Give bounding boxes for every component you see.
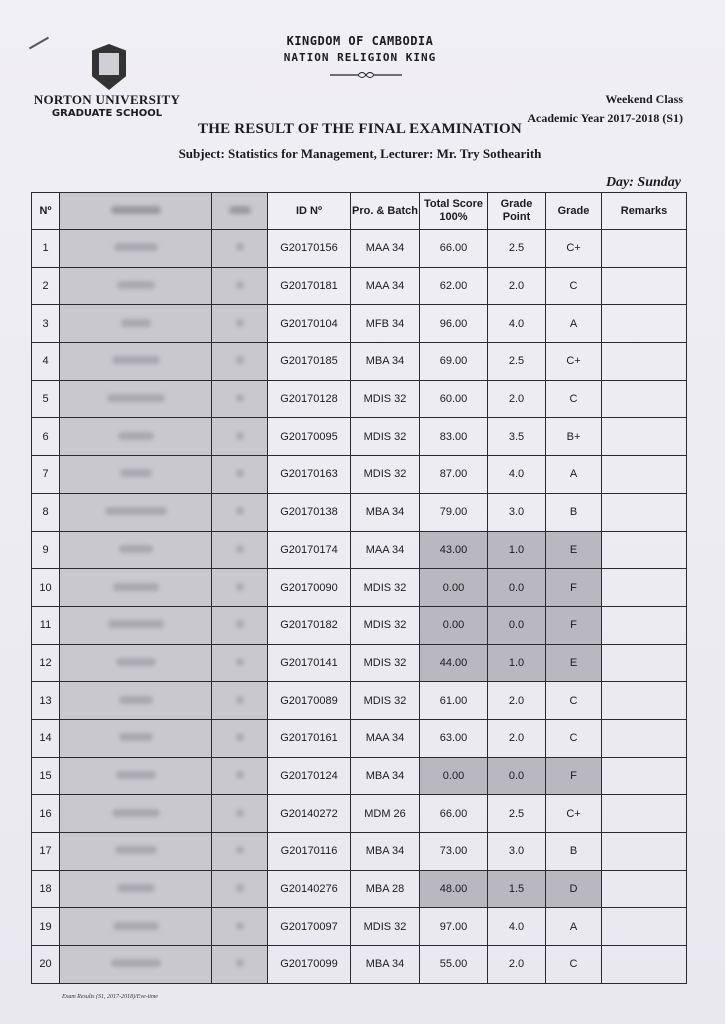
cell-point: 3.0 xyxy=(488,833,546,871)
cell-no: 1 xyxy=(32,230,60,268)
cell-no: 20 xyxy=(32,946,60,984)
ornament-divider-icon xyxy=(330,70,402,80)
cell-name-redacted xyxy=(60,682,212,720)
redacted-blur xyxy=(236,356,244,364)
header-score-line2: 100% xyxy=(439,211,468,223)
redacted-blur xyxy=(236,507,244,515)
cell-point: 2.0 xyxy=(488,380,546,418)
redacted-blur xyxy=(117,884,155,892)
redacted-blur xyxy=(236,319,244,327)
redacted-blur xyxy=(236,281,244,289)
cell-grade: F xyxy=(546,757,602,795)
document-title: THE RESULT OF THE FINAL EXAMINATION xyxy=(198,121,522,137)
cell-score: 97.00 xyxy=(420,908,488,946)
cell-no: 14 xyxy=(32,719,60,757)
cell-name-redacted xyxy=(60,719,212,757)
cell-remarks xyxy=(602,493,687,531)
cell-name-redacted xyxy=(60,380,212,418)
cell-point: 0.0 xyxy=(488,757,546,795)
redacted-blur xyxy=(236,809,244,817)
table-row xyxy=(32,456,687,494)
cell-score: 63.00 xyxy=(420,719,488,757)
cell-program: MAA 34 xyxy=(351,267,420,305)
redacted-blur xyxy=(118,432,154,440)
pen-mark xyxy=(29,37,49,50)
header-point-line2: Point xyxy=(502,211,531,223)
cell-id: G20170141 xyxy=(268,644,351,682)
cell-score: 96.00 xyxy=(420,305,488,343)
cell-remarks xyxy=(602,870,687,908)
cell-remarks xyxy=(602,606,687,644)
cell-remarks xyxy=(602,456,687,494)
cell-name-redacted xyxy=(60,908,212,946)
cell-score: 66.00 xyxy=(420,795,488,833)
cell-id: G20170095 xyxy=(268,418,351,456)
cell-name-redacted xyxy=(60,418,212,456)
cell-program: MDIS 32 xyxy=(351,682,420,720)
redacted-blur xyxy=(111,959,161,967)
redacted-blur xyxy=(236,469,244,477)
redacted-blur xyxy=(121,319,151,327)
cell-no: 6 xyxy=(32,418,60,456)
cell-no: 13 xyxy=(32,682,60,720)
cell-name-redacted xyxy=(60,606,212,644)
cell-grade: C+ xyxy=(546,795,602,833)
cell-grade: C xyxy=(546,682,602,720)
cell-sex-redacted xyxy=(212,946,268,984)
exam-day: Day: Sunday xyxy=(605,175,681,190)
header-grade: Grade xyxy=(546,193,602,230)
cell-sex-redacted xyxy=(212,757,268,795)
redacted-blur xyxy=(236,884,244,892)
redacted-blur xyxy=(236,658,244,666)
cell-sex-redacted xyxy=(212,908,268,946)
cell-point: 2.5 xyxy=(488,795,546,833)
cell-point: 2.5 xyxy=(488,343,546,381)
university-logo-icon xyxy=(92,44,126,90)
header-program: Pro. & Batch xyxy=(351,193,420,230)
cell-program: MBA 34 xyxy=(351,343,420,381)
cell-point: 4.0 xyxy=(488,908,546,946)
redacted-blur xyxy=(115,846,157,854)
cell-no: 2 xyxy=(32,267,60,305)
cell-name-redacted xyxy=(60,795,212,833)
cell-program: MDIS 32 xyxy=(351,606,420,644)
cell-sex-redacted xyxy=(212,719,268,757)
cell-sex-redacted xyxy=(212,682,268,720)
cell-name-redacted xyxy=(60,644,212,682)
header-point xyxy=(488,193,546,230)
table-header-row xyxy=(32,193,687,230)
cell-point: 2.0 xyxy=(488,267,546,305)
cell-score: 43.00 xyxy=(420,531,488,569)
cell-grade: C xyxy=(546,719,602,757)
cell-remarks xyxy=(602,682,687,720)
redacted-blur xyxy=(236,959,244,967)
cell-score: 0.00 xyxy=(420,757,488,795)
cell-remarks xyxy=(602,380,687,418)
redacted-blur xyxy=(112,809,160,817)
cell-grade: B xyxy=(546,833,602,871)
cell-program: MBA 34 xyxy=(351,493,420,531)
cell-remarks xyxy=(602,757,687,795)
table-row xyxy=(32,230,687,268)
cell-point: 1.5 xyxy=(488,870,546,908)
cell-remarks xyxy=(602,569,687,607)
cell-program: MDIS 32 xyxy=(351,644,420,682)
cell-sex-redacted xyxy=(212,267,268,305)
cell-sex-redacted xyxy=(212,230,268,268)
cell-point: 2.0 xyxy=(488,946,546,984)
redacted-blur xyxy=(108,620,164,628)
cell-sex-redacted xyxy=(212,644,268,682)
cell-name-redacted xyxy=(60,343,212,381)
cell-sex-redacted xyxy=(212,456,268,494)
header-remarks: Remarks xyxy=(602,193,687,230)
cell-point: 1.0 xyxy=(488,644,546,682)
cell-no: 12 xyxy=(32,644,60,682)
cell-remarks xyxy=(602,531,687,569)
cell-sex-redacted xyxy=(212,343,268,381)
cell-score: 83.00 xyxy=(420,418,488,456)
cell-point: 3.5 xyxy=(488,418,546,456)
cell-no: 4 xyxy=(32,343,60,381)
cell-sex-redacted xyxy=(212,833,268,871)
cell-sex-redacted xyxy=(212,870,268,908)
results-body xyxy=(32,230,687,984)
table-row xyxy=(32,719,687,757)
cell-program: MDM 26 xyxy=(351,795,420,833)
cell-score: 69.00 xyxy=(420,343,488,381)
cell-id: G20170124 xyxy=(268,757,351,795)
cell-score: 55.00 xyxy=(420,946,488,984)
header-no: Nº xyxy=(32,193,60,230)
cell-no: 15 xyxy=(32,757,60,795)
kingdom-heading: KINGDOM OF CAMBODIA xyxy=(286,34,434,48)
redacted-blur xyxy=(236,733,244,741)
cell-score: 48.00 xyxy=(420,870,488,908)
header-id: ID Nº xyxy=(268,193,351,230)
cell-score: 60.00 xyxy=(420,380,488,418)
cell-point: 1.0 xyxy=(488,531,546,569)
cell-program: MBA 34 xyxy=(351,757,420,795)
cell-grade: B+ xyxy=(546,418,602,456)
header-name-redacted xyxy=(60,193,212,230)
cell-point: 0.0 xyxy=(488,569,546,607)
cell-point: 4.0 xyxy=(488,456,546,494)
cell-score: 62.00 xyxy=(420,267,488,305)
cell-id: G20140272 xyxy=(268,795,351,833)
cell-name-redacted xyxy=(60,230,212,268)
cell-sex-redacted xyxy=(212,795,268,833)
cell-remarks xyxy=(602,418,687,456)
redacted-blur xyxy=(116,771,156,779)
header-score xyxy=(420,193,488,230)
cell-program: MAA 34 xyxy=(351,719,420,757)
table-row xyxy=(32,757,687,795)
cell-no: 11 xyxy=(32,606,60,644)
cell-grade: F xyxy=(546,606,602,644)
cell-id: G20170116 xyxy=(268,833,351,871)
cell-sex-redacted xyxy=(212,305,268,343)
redacted-blur xyxy=(236,394,244,402)
cell-id: G20170174 xyxy=(268,531,351,569)
cell-grade: C+ xyxy=(546,230,602,268)
table-row xyxy=(32,380,687,418)
header-sex-redacted xyxy=(212,193,268,230)
cell-no: 9 xyxy=(32,531,60,569)
cell-grade: A xyxy=(546,305,602,343)
redacted-blur xyxy=(236,846,244,854)
cell-id: G20170156 xyxy=(268,230,351,268)
cell-grade: A xyxy=(546,456,602,494)
cell-grade: E xyxy=(546,644,602,682)
cell-remarks xyxy=(602,719,687,757)
table-row xyxy=(32,644,687,682)
table-row xyxy=(32,418,687,456)
cell-id: G20170161 xyxy=(268,719,351,757)
cell-id: G20170185 xyxy=(268,343,351,381)
cell-point: 0.0 xyxy=(488,606,546,644)
cell-point: 2.0 xyxy=(488,682,546,720)
cell-no: 17 xyxy=(32,833,60,871)
table-row xyxy=(32,870,687,908)
university-name: NORTON UNIVERSITY xyxy=(33,92,181,107)
cell-program: MFB 34 xyxy=(351,305,420,343)
cell-program: MAA 34 xyxy=(351,531,420,569)
cell-name-redacted xyxy=(60,493,212,531)
cell-grade: B xyxy=(546,493,602,531)
cell-score: 0.00 xyxy=(420,569,488,607)
cell-sex-redacted xyxy=(212,418,268,456)
cell-remarks xyxy=(602,230,687,268)
academic-year: Academic Year 2017-2018 (S1) xyxy=(527,111,683,125)
cell-score: 87.00 xyxy=(420,456,488,494)
cell-no: 8 xyxy=(32,493,60,531)
table-row xyxy=(32,305,687,343)
redacted-blur xyxy=(112,356,160,364)
cell-remarks xyxy=(602,644,687,682)
redacted-blur xyxy=(117,281,155,289)
cell-score: 73.00 xyxy=(420,833,488,871)
cell-score: 44.00 xyxy=(420,644,488,682)
cell-no: 19 xyxy=(32,908,60,946)
table-row xyxy=(32,682,687,720)
table-row xyxy=(32,531,687,569)
cell-remarks xyxy=(602,946,687,984)
cell-program: MBA 34 xyxy=(351,833,420,871)
cell-program: MBA 34 xyxy=(351,946,420,984)
cell-remarks xyxy=(602,908,687,946)
redacted-blur xyxy=(236,620,244,628)
cell-name-redacted xyxy=(60,569,212,607)
redacted-blur xyxy=(116,658,156,666)
results-table xyxy=(31,192,687,984)
cell-id: G20170138 xyxy=(268,493,351,531)
table-row xyxy=(32,833,687,871)
cell-remarks xyxy=(602,795,687,833)
table-row xyxy=(32,493,687,531)
table-row xyxy=(32,267,687,305)
cell-id: G20140276 xyxy=(268,870,351,908)
cell-sex-redacted xyxy=(212,569,268,607)
cell-id: G20170181 xyxy=(268,267,351,305)
cell-remarks xyxy=(602,343,687,381)
redacted-blur xyxy=(236,583,244,591)
cell-grade: C xyxy=(546,380,602,418)
cell-no: 3 xyxy=(32,305,60,343)
cell-name-redacted xyxy=(60,870,212,908)
cell-program: MDIS 32 xyxy=(351,456,420,494)
cell-program: MDIS 32 xyxy=(351,380,420,418)
cell-grade: C xyxy=(546,946,602,984)
cell-point: 4.0 xyxy=(488,305,546,343)
header-point-line1: Grade xyxy=(500,198,533,210)
cell-name-redacted xyxy=(60,833,212,871)
cell-name-redacted xyxy=(60,946,212,984)
redacted-blur xyxy=(236,545,244,553)
cell-no: 18 xyxy=(32,870,60,908)
cell-point: 3.0 xyxy=(488,493,546,531)
cell-grade: F xyxy=(546,569,602,607)
cell-grade: D xyxy=(546,870,602,908)
cell-point: 2.0 xyxy=(488,719,546,757)
subject-line: Subject: Statistics for Management, Lecturer: Mr. Try Sothearith xyxy=(178,146,542,161)
cell-no: 16 xyxy=(32,795,60,833)
table-row xyxy=(32,795,687,833)
cell-grade: C xyxy=(546,267,602,305)
cell-id: G20170128 xyxy=(268,380,351,418)
cell-program: MDIS 32 xyxy=(351,418,420,456)
cell-grade: A xyxy=(546,908,602,946)
cell-id: G20170089 xyxy=(268,682,351,720)
footer-note: Exam Results (S1, 2017-2018)/Eve-time xyxy=(62,994,158,1000)
cell-id: G20170182 xyxy=(268,606,351,644)
redacted-blur xyxy=(107,394,165,402)
redacted-blur xyxy=(236,432,244,440)
redacted-blur xyxy=(114,243,158,251)
cell-sex-redacted xyxy=(212,493,268,531)
cell-no: 7 xyxy=(32,456,60,494)
cell-no: 10 xyxy=(32,569,60,607)
cell-id: G20170097 xyxy=(268,908,351,946)
header-score-line1: Total Score xyxy=(423,198,484,210)
cell-name-redacted xyxy=(60,757,212,795)
redacted-blur xyxy=(236,243,244,251)
redacted-blur xyxy=(119,733,153,741)
cell-remarks xyxy=(602,305,687,343)
table-row xyxy=(32,569,687,607)
cell-id: G20170163 xyxy=(268,456,351,494)
cell-no: 5 xyxy=(32,380,60,418)
national-motto: NATION RELIGION KING xyxy=(283,51,437,64)
redacted-blur xyxy=(119,696,153,704)
cell-grade: E xyxy=(546,531,602,569)
cell-name-redacted xyxy=(60,267,212,305)
cell-program: MDIS 32 xyxy=(351,908,420,946)
table-row xyxy=(32,908,687,946)
cell-id: G20170090 xyxy=(268,569,351,607)
cell-score: 66.00 xyxy=(420,230,488,268)
redacted-blur xyxy=(113,922,159,930)
cell-remarks xyxy=(602,833,687,871)
cell-score: 61.00 xyxy=(420,682,488,720)
redacted-blur xyxy=(236,696,244,704)
cell-name-redacted xyxy=(60,531,212,569)
cell-sex-redacted xyxy=(212,531,268,569)
redacted-blur xyxy=(105,507,167,515)
table-row xyxy=(32,946,687,984)
cell-score: 79.00 xyxy=(420,493,488,531)
cell-sex-redacted xyxy=(212,606,268,644)
cell-grade: C+ xyxy=(546,343,602,381)
redacted-blur xyxy=(113,583,159,591)
redacted-blur xyxy=(120,469,152,477)
cell-name-redacted xyxy=(60,456,212,494)
school-name: GRADUATE SCHOOL xyxy=(51,108,163,119)
cell-name-redacted xyxy=(60,305,212,343)
cell-sex-redacted xyxy=(212,380,268,418)
redacted-blur xyxy=(236,771,244,779)
cell-id: G20170099 xyxy=(268,946,351,984)
cell-point: 2.5 xyxy=(488,230,546,268)
cell-score: 0.00 xyxy=(420,606,488,644)
cell-program: MDIS 32 xyxy=(351,569,420,607)
class-type: Weekend Class xyxy=(605,92,683,106)
table-row xyxy=(32,343,687,381)
redacted-blur xyxy=(236,922,244,930)
cell-program: MAA 34 xyxy=(351,230,420,268)
cell-remarks xyxy=(602,267,687,305)
cell-program: MBA 28 xyxy=(351,870,420,908)
redacted-blur xyxy=(119,545,153,553)
cell-id: G20170104 xyxy=(268,305,351,343)
table-row xyxy=(32,606,687,644)
